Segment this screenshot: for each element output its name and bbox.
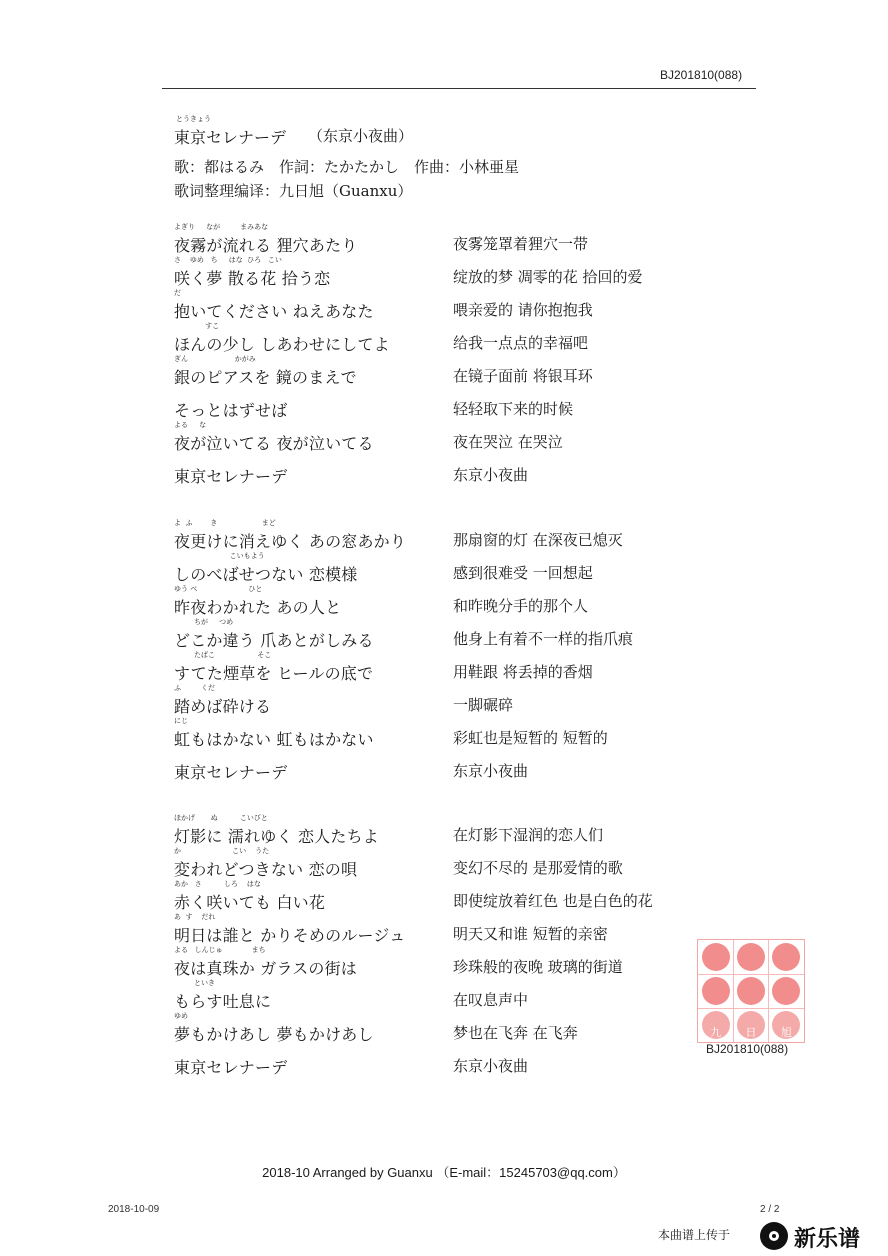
furigana: といき [174,979,216,987]
verse-2 [174,518,714,782]
seal-character: 九 [710,1026,722,1039]
lyric-japanese: 夜が泣いてる 夜が泣いてる [174,434,374,453]
lyric-japanese: 抱いてください ねえあなた [174,302,374,321]
lyric-chinese: 即使绽放着红色 也是白色的花 [453,892,653,910]
lyric-line [174,650,714,683]
lyric-chinese: 绽放的梦 凋零的花 拾回的爱 [453,268,643,286]
lyric-line [174,617,714,650]
seal-dot [737,943,765,971]
lyric-chinese: 明天又和谁 短暂的亲密 [453,925,608,943]
lyric-chinese: 夜雾笼罩着狸穴一带 [453,235,589,253]
furigana: か こい うた [174,847,270,855]
lyric-chinese: 感到很难受 一回想起 [453,564,593,582]
lyric-chinese: 夜在哭泣 在哭泣 [453,433,563,451]
lyric-line [174,716,714,749]
lyric-line [174,1011,714,1044]
lyric-chinese: 用鞋跟 将丢掉的香烟 [453,663,593,681]
seal-dot [772,977,800,1005]
lyric-line [174,945,714,978]
title-chinese: （东京小夜曲） [308,127,414,145]
title-ruby: とうきょう [176,115,211,123]
document-code: BJ201810(088) [660,68,743,82]
furigana: だ [174,289,181,297]
furigana: すこ [174,322,220,330]
furigana: ぎん かがみ [174,355,256,363]
lyric-line [174,321,714,354]
lyric-line [174,584,714,617]
print-date: 2018-10-09 [108,1204,160,1215]
furigana: ゆう べ ひと [174,585,263,593]
lyric-japanese: 赤く咲いても 白い花 [174,893,326,912]
lyric-japanese: 夜更けに消えゆく あの窓あかり [174,532,407,551]
seal-stamp [697,939,805,1043]
lyric-chinese: 东京小夜曲 [453,466,529,484]
seal-character: 旭 [780,1026,792,1039]
furigana: あ す だれ [174,913,216,921]
lyric-line [174,879,714,912]
lyric-chinese: 变幻不尽的 是那爱情的歌 [453,859,623,877]
lyric-japanese: 踏めば砕ける [174,697,272,716]
lyric-line [174,683,714,716]
furigana: こいもよう [174,552,265,560]
lyric-japanese: 東京セレナーデ [174,467,288,486]
seal-code: BJ201810(088) [706,1042,789,1056]
lyric-japanese: 変われどつきない 恋の唄 [174,860,358,879]
seal-dot [702,943,730,971]
lyric-japanese: 東京セレナーデ [174,763,288,782]
lyric-chinese: 彩虹也是短暂的 短暂的 [453,729,608,747]
lyric-japanese: 夜は真珠か ガラスの街は [174,959,358,978]
furigana: よ ふ き まど [174,519,276,527]
lyric-japanese: 東京セレナーデ [174,1058,288,1077]
lyric-line [174,813,714,846]
furigana: あか さ しろ はな [174,880,261,888]
lyric-japanese: 灯影に 濡れゆく 恋人たちよ [174,827,379,846]
lyric-chinese: 给我一点点的幸福吧 [453,334,589,352]
lyric-japanese: そっとはずせば [174,401,288,420]
header-divider [162,88,756,89]
lyric-japanese: 昨夜わかれた あの人と [174,598,342,617]
seal-grid-line [698,1008,804,1009]
lyric-japanese: 明日は誰と かりそめのルージュ [174,926,406,945]
lyric-chinese: 那扇窗的灯 在深夜已熄灭 [453,531,623,549]
lyric-line [174,420,714,453]
seal-grid-line [698,974,804,975]
furigana: ちが つめ [174,618,234,626]
lyric-chinese: 梦也在飞奔 在飞奔 [453,1024,578,1042]
record-icon [760,1222,788,1250]
lyric-line [174,255,714,288]
verse-3 [174,813,714,1077]
seal-character: 日 [745,1026,757,1039]
lyric-chinese: 东京小夜曲 [453,762,529,780]
lyric-line [174,354,714,387]
lyric-line [174,749,714,782]
seal-dot [702,977,730,1005]
lyric-line [174,518,714,551]
lyric-japanese: しのべばせつない 恋模様 [174,565,358,584]
lyric-line [174,222,714,255]
lyric-line [174,288,714,321]
furigana: にじ [174,717,188,725]
brand-logo[interactable]: 新乐谱 [794,1227,861,1252]
lyric-chinese: 他身上有着不一样的指爪痕 [453,630,634,648]
furigana: たばこ そこ [174,651,272,659]
lyric-line [174,846,714,879]
furigana: よぎり なが まみあな [174,223,269,231]
lyric-chinese: 轻轻取下来的时候 [453,400,574,418]
footer-credit: 2018-10 Arranged by Guanxu （E-mail：15245703@qq.com） [262,1165,626,1180]
lyric-line [174,551,714,584]
lyric-chinese: 在叹息声中 [453,991,529,1009]
lyric-japanese: すてた煙草を ヒールの底で [174,664,374,683]
credits-line: 歌：都はるみ 作詞：たかたかし 作曲：小林亜星 [174,158,520,176]
lyric-japanese: 夜霧が流れる 狸穴あたり [174,236,358,255]
lyric-japanese: どこか違う 爪あとがしみる [174,631,374,650]
upload-notice: 本曲谱上传于 [658,1228,731,1242]
lyric-line [174,387,714,420]
lyric-japanese: もらす吐息に [174,992,272,1011]
lyric-chinese: 喂亲爱的 请你抱抱我 [453,301,593,319]
lyric-chinese: 东京小夜曲 [453,1057,529,1075]
lyric-line [174,453,714,486]
lyric-line [174,978,714,1011]
verse-1 [174,222,714,486]
lyric-line [174,1044,714,1077]
furigana: よる な [174,421,207,429]
arranger-line: 歌词整理编译：九日旭（Guanxu） [174,182,413,200]
lyric-japanese: 夢もかけあし 夢もかけあし [174,1025,374,1044]
lyric-japanese: ほんの少し しあわせにしてよ [174,335,390,354]
page-number: 2 / 2 [760,1204,780,1215]
lyric-chinese: 在镜子面前 将银耳环 [453,367,593,385]
lyric-japanese: 虹もはかない 虹もはかない [174,730,374,749]
title-japanese: 東京セレナーデ [174,128,287,147]
furigana: さ ゆめ ち はな ひろ こい [174,256,282,264]
furigana: ふ くだ [174,684,216,692]
seal-characters [698,1024,804,1040]
seal-dot [772,943,800,971]
lyric-line [174,912,714,945]
lyric-japanese: 咲く夢 散る花 拾う恋 [174,269,331,288]
furigana: ゆめ [174,1012,188,1020]
lyric-chinese: 一脚碾碎 [453,696,514,714]
furigana: よる しんじゅ まち [174,946,266,954]
lyric-japanese: 銀のピアスを 鏡のまえで [174,368,357,387]
lyric-chinese: 珍珠般的夜晚 玻璃的街道 [453,958,623,976]
furigana: ほかげ ぬ こいびと [174,814,268,822]
lyric-chinese: 和昨晚分手的那个人 [453,597,589,615]
lyric-chinese: 在灯影下湿润的恋人们 [453,826,604,844]
seal-dot [737,977,765,1005]
